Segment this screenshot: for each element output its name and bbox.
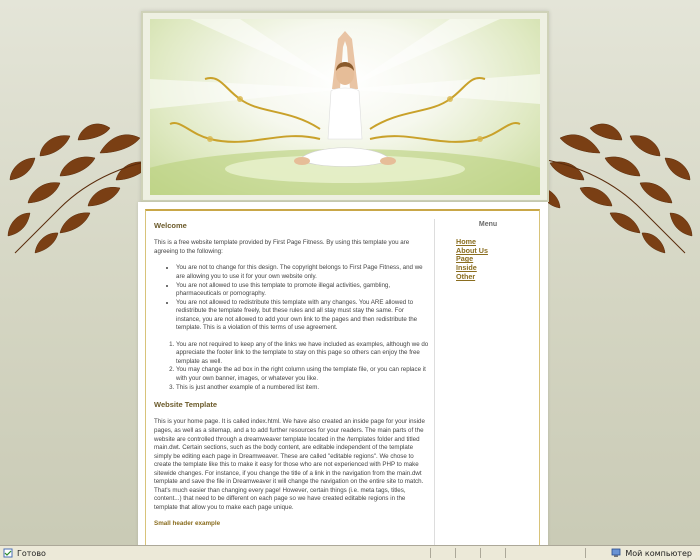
list-item: • You are not allowed to redistribute this template with any changes. You ARE allowed to redistribute the template freely, but these rules and all stay must stay the same. For instance, you are not allowed to add your own link to the pages and then redistribute the template. This is a violation of this terms of use agreement. [176, 299, 429, 333]
numbered-list [154, 341, 429, 392]
content-page [138, 202, 548, 554]
menu-links [442, 238, 534, 281]
welcome-heading: Welcome [154, 221, 187, 230]
status-separator [505, 548, 506, 558]
status-separator [430, 548, 431, 558]
sidebar [442, 221, 534, 281]
menu-link-page[interactable]: Page [456, 254, 474, 264]
zone-text: Мой компьютер [625, 548, 692, 558]
status-separator [480, 548, 481, 558]
header-banner [150, 19, 540, 195]
menu-title: Menu [478, 221, 498, 228]
menu-link-home[interactable]: Home [456, 237, 476, 246]
yoga-banner-image [150, 19, 540, 195]
small-heading: Small header example [154, 520, 221, 528]
status-zone [611, 548, 692, 558]
list-item: 2. You may change the ad box in the right column using the template file, or you can replace it with your own banner, images, or whatever you like. [176, 366, 429, 383]
header-banner-frame [141, 11, 549, 202]
status-text: Готово [17, 548, 46, 558]
intro-paragraph: This is a free website template provided by First Page Fitness. By using this template you are agreeing to the following: [154, 239, 410, 255]
menu-link-other[interactable]: Other [456, 271, 476, 281]
computer-icon [611, 548, 621, 558]
status-left [3, 548, 46, 558]
status-separator [585, 548, 586, 558]
column-divider [434, 219, 435, 554]
decorative-leaves-right [530, 118, 700, 258]
main-content [154, 221, 429, 551]
status-separator [455, 548, 456, 558]
menu-link-inside[interactable]: Inside [456, 262, 477, 272]
terms-bullet-list [154, 264, 429, 332]
content-box [145, 209, 540, 554]
list-item: • You are not to change for this design. The copyright belongs to First Page Fitness, and we are allowing you to use it for your own website only. [176, 264, 429, 281]
list-item: 1. You are not required to keep any of the links we have included as examples, although we do appreciate the footer link to the template to stay on this page so others can enjoy the free template as well. [176, 341, 429, 367]
section-paragraph: This is your home page. It is called index.html. We have also created an inside page for your inside pages, as well as a sitemap, and a to add further resources for your readers. The main parts of the website are controlled through a dreamweaver template located in the /templates folder and titled main.dwt. Certain sections, such as the body content, are editable independent of the template simply be editing each page in Dreamweaver. These are called "editable regions". We chose to create the template like this to make it easy for those who are not experienced with PHP to make sitewide changes. For instance, if you change the title of a link in the navigation from the main.dwt template and save the file in Dreamweaver it will change the navigation on the entire site to match. That's much easier than changing every page! However, certain things (i.e. meta tags, titles, content...) that need to be different on each page so we have created editable regions in the template that allow you to make each page unique. [154, 418, 425, 511]
page-done-icon [3, 548, 13, 558]
menu-link-about-us[interactable]: About Us [456, 245, 488, 255]
section-heading: Website Template [154, 400, 218, 410]
browser-status-bar [0, 545, 700, 560]
list-item: • You are not allowed to use this template to promote illegal activities, gambling, pharmaceuticals or pornography. [176, 282, 429, 299]
list-item: 3. This is just another example of a numbered list item. [176, 384, 429, 393]
